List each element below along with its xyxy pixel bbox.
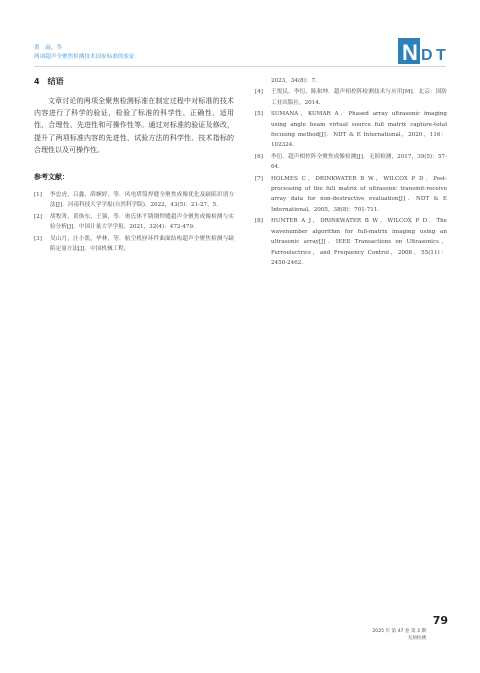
right-column bbox=[255, 76, 447, 269]
reference-text: HOLMES C，DRINKWATER B W，WILCOX P D．Post-processing of the full matrix of ultrasonic transmit-receive array data for non-destructive evaluation[J]．NDT & E International，2005，38(8)：701-711． bbox=[271, 175, 447, 213]
reference-text: SUMANA，KUMAR A．Phased array ultrasonic imaging using angle beam virtual source full matrix capture-total focusing method[J]．NDT & E International，2020，116：102324． bbox=[271, 111, 447, 149]
reference-text: 李忠虎，吕鑫，薛婉婷，等．风电塔筒焊缝全聚焦成像优化及缺陷识别方法[J]．河南科技大学学报(自然科学版)，2022，43(5)：21-27，5． bbox=[50, 192, 234, 209]
reference-text: 王悦民，李衍，陈和坤．超声相控阵检测技术与应用[M]．北京：国防工业出版社，2014． bbox=[271, 89, 447, 106]
reference-continuation-text: 2023，34(8)：7． bbox=[271, 78, 321, 84]
running-header bbox=[34, 44, 434, 61]
svg-text:D: D bbox=[421, 47, 433, 64]
references-title: 参考文献： bbox=[34, 173, 69, 182]
header-authors: 黄 焱，等 bbox=[34, 45, 62, 51]
reference-text: 胡牧箐，黄焕东，王强，等．奥氏体不锈钢焊缝超声全聚焦成像检测与实验分析[J]．中国计量大学学报，2021，32(4)：472-479． bbox=[50, 213, 234, 231]
reference-number: [5] bbox=[255, 111, 263, 118]
svg-text:N: N bbox=[402, 40, 418, 64]
reference-number: [8] bbox=[255, 218, 263, 225]
reference-item bbox=[34, 234, 234, 255]
reference-number: [1] bbox=[34, 192, 42, 199]
issue-info: 2025 年 第 47 卷 第 3 期 bbox=[372, 629, 426, 634]
reference-item bbox=[255, 87, 447, 108]
page-number: 79 bbox=[432, 614, 448, 627]
reference-number: [3] bbox=[34, 235, 42, 242]
section-title: 4 结语 bbox=[34, 77, 64, 86]
reference-number: [4] bbox=[255, 89, 263, 96]
svg-text:T: T bbox=[436, 47, 446, 64]
reference-number: [2] bbox=[34, 213, 42, 220]
reference-continuation bbox=[255, 76, 447, 86]
left-column bbox=[34, 76, 234, 255]
reference-text: 李衍．超声相控阵全聚焦成像检测[J]．无损检测，2017，39(5)：57-64． bbox=[271, 153, 447, 171]
reference-item bbox=[255, 174, 447, 216]
reference-item bbox=[34, 212, 234, 233]
reference-item bbox=[255, 152, 447, 173]
header-title: 两项超声全聚焦检测技术国家标准的验证 bbox=[34, 53, 135, 60]
reference-item bbox=[255, 216, 447, 268]
conclusion-paragraph: 文章讨论的两项全聚焦检测标准在制定过程中对标准的技术内容进行了科学的验证，检验了标准的科学性、正确性、适用性、合理性、先进性和可操作性等。通过对标准的验证及修改，提升了两项标准内容的先进性、试验方法的科学性、技术指标的合理性以及可操作性。 bbox=[34, 97, 234, 154]
reference-text: HUNTER A J，DRINKWATER B W，WILCOX P D．The wavenumber algorithm for full-matrix imaging using an ultrasonic array[J]．IEEE Transactions on Ultrasonics，Ferroelectrics，and Frequency Control，2008，55(11)：2450-2462． bbox=[271, 218, 447, 266]
reference-item bbox=[255, 109, 447, 151]
reference-number: [6] bbox=[255, 153, 263, 160]
journal-logo-icon bbox=[398, 36, 452, 64]
journal-name: 无损检测 bbox=[407, 636, 426, 641]
reference-item bbox=[34, 190, 234, 211]
reference-number: [7] bbox=[255, 175, 263, 182]
header-divider bbox=[34, 66, 446, 67]
footer-issue bbox=[372, 628, 426, 642]
reference-text: 吴山月，汪小凯，华林，等．航空机匣环件曲面结构超声全聚焦检测与缺陷定量方法[J]．中国机械工程， bbox=[50, 235, 234, 253]
